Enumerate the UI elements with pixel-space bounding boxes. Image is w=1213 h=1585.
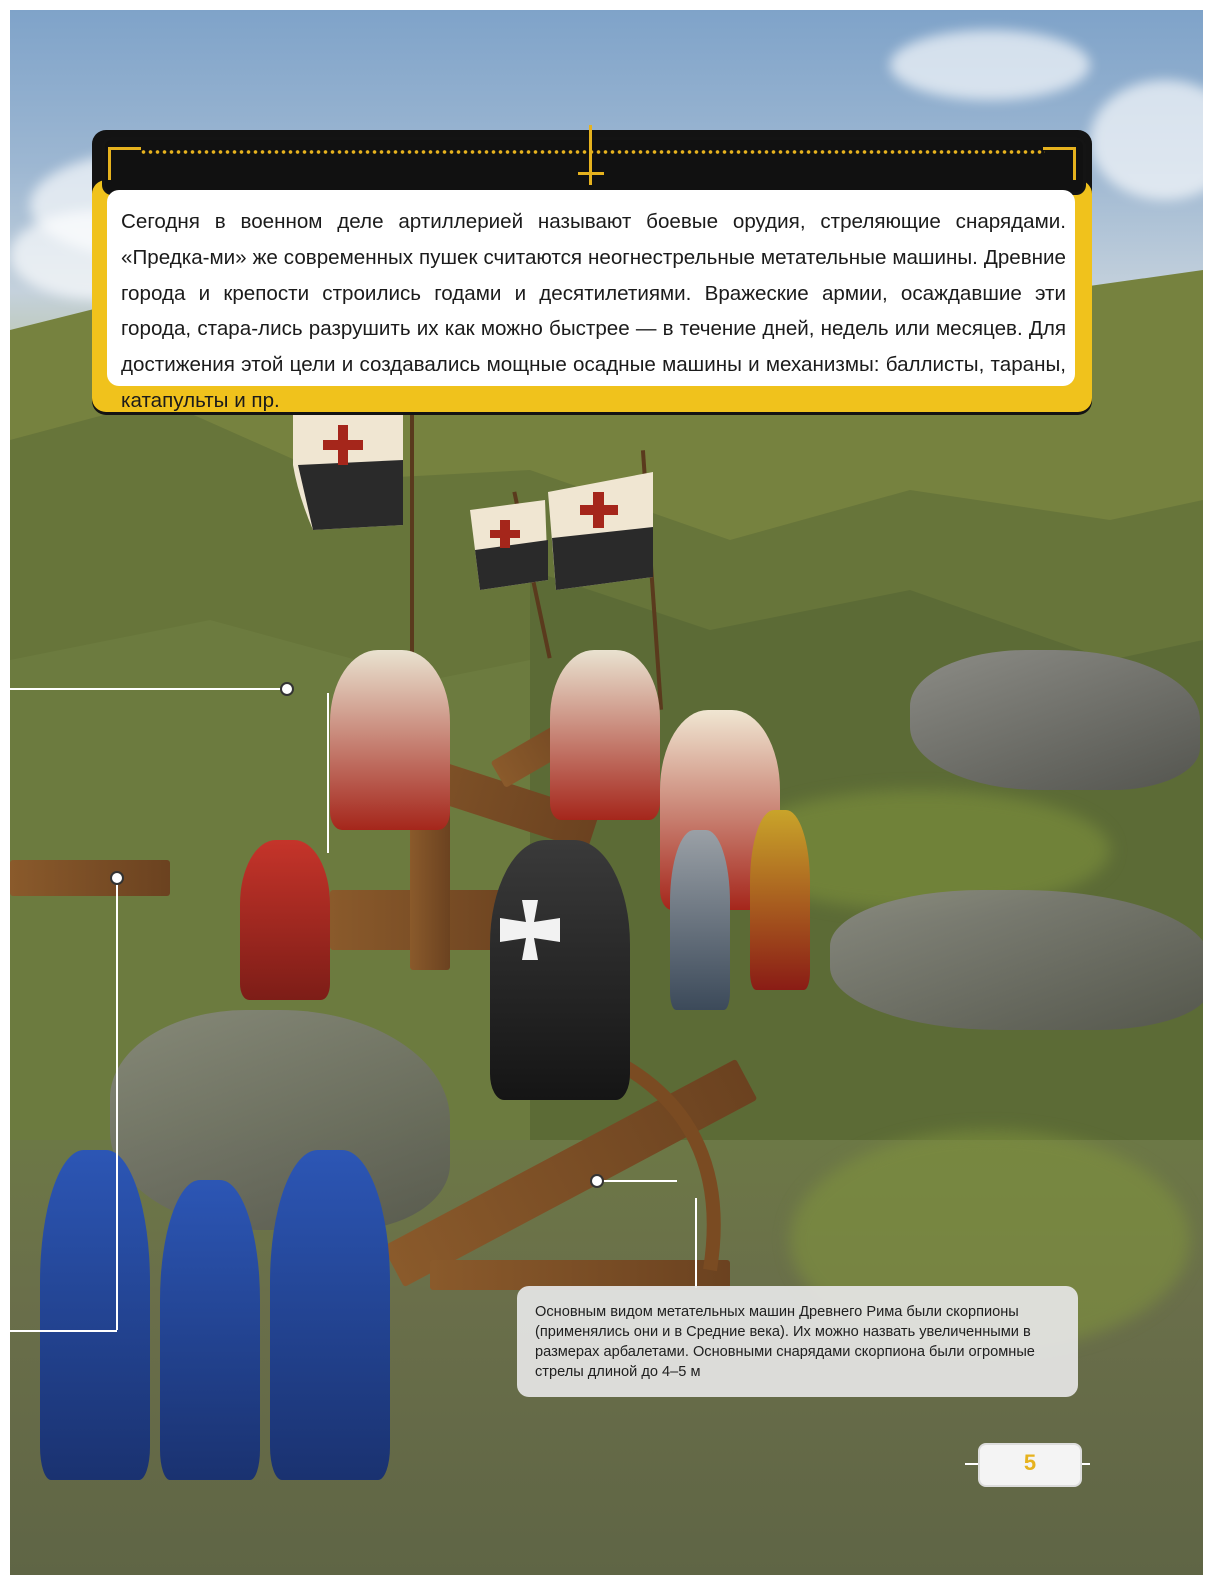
knight-figure-icon bbox=[160, 1180, 260, 1480]
cloud bbox=[890, 30, 1090, 100]
knight-figure-icon bbox=[240, 840, 330, 1000]
cloud bbox=[1090, 80, 1203, 200]
crosshair-icon bbox=[578, 172, 604, 175]
rock bbox=[830, 890, 1203, 1030]
callout-line bbox=[116, 877, 118, 1330]
rock bbox=[910, 650, 1200, 790]
callout-line bbox=[695, 1198, 697, 1288]
black-cross-icon bbox=[500, 900, 560, 960]
scorpion-caption bbox=[517, 1286, 1078, 1397]
callout-dot bbox=[590, 1174, 604, 1188]
callout-line bbox=[327, 693, 329, 853]
dotted-rule bbox=[140, 149, 1045, 155]
templar-banner-icon bbox=[548, 472, 658, 592]
knight-figure-icon bbox=[270, 1150, 390, 1480]
catapult-arm bbox=[10, 860, 170, 896]
knight-figure-icon bbox=[550, 650, 660, 820]
knight-figure-icon bbox=[750, 810, 810, 990]
corner-bracket bbox=[1043, 147, 1076, 180]
page-number-badge bbox=[978, 1443, 1082, 1487]
callout-line bbox=[597, 1180, 677, 1182]
knight-figure-icon bbox=[330, 650, 450, 830]
corner-bracket bbox=[108, 147, 141, 180]
callout-dot bbox=[280, 682, 294, 696]
templar-banner-icon bbox=[293, 405, 413, 535]
intro-header-bar bbox=[102, 137, 1086, 195]
knight-figure-icon bbox=[670, 830, 730, 1010]
caption-text: Основным видом метательных машин Древнего Рима были скорпионы (применялись они и в Средние века). Их можно назвать увеличенными в размерах арбалетами. Основными снарядами скорпиона были огромные стрелы длиной до 4–5 м bbox=[535, 1304, 1035, 1380]
callout-line bbox=[10, 1330, 117, 1332]
templar-banner-icon bbox=[470, 500, 550, 590]
knight-figure-icon bbox=[40, 1150, 150, 1480]
page-number: 5 bbox=[1023, 1450, 1037, 1475]
crosshair-icon bbox=[589, 125, 592, 185]
callout-line bbox=[10, 688, 283, 690]
callout-dot bbox=[110, 871, 124, 885]
knight-figure-icon bbox=[490, 840, 630, 1100]
intro-paragraph: Сегодня в военном деле артиллерией называют боевые орудия, стреляющие снарядами. «Предка-ми» же современных пушек считаются неогнестрельные метательные машины. Древние города и крепости строились годами и десятилетиями. Вражеские армии, осаждавшие эти города, стара-лись разрушить их как можно быстрее — в течение дней, недель или месяцев. Для достижения этой цели и создавались мощные осадные машины и механизмы: баллисты, тараны, катапульты и пр. bbox=[121, 210, 1066, 412]
